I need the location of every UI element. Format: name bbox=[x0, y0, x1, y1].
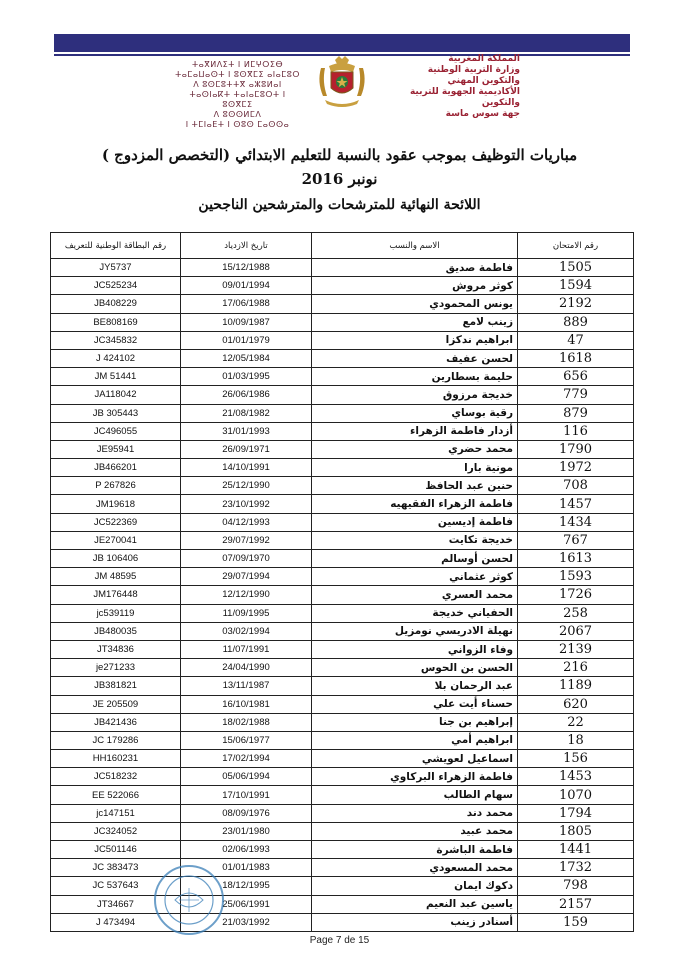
table-row bbox=[51, 640, 634, 658]
cell-national-id: BE808169 bbox=[51, 313, 181, 331]
ministry-line: جهة سوس ماسة bbox=[445, 109, 520, 119]
cell-birth-date: 09/01/1994 bbox=[181, 277, 312, 295]
cell-name: خديجة مرزوق bbox=[312, 386, 518, 404]
cell-exam-number: 779 bbox=[518, 386, 634, 404]
cell-birth-date: 01/01/1983 bbox=[181, 859, 312, 877]
cell-name: محمد عبيد bbox=[312, 822, 518, 840]
cell-name: فاطمة صديق bbox=[312, 259, 518, 277]
cell-name: رقية بوساي bbox=[312, 404, 518, 422]
table-row bbox=[51, 586, 634, 604]
cell-birth-date: 15/12/1988 bbox=[181, 259, 312, 277]
cell-national-id: JB466201 bbox=[51, 459, 181, 477]
table-row bbox=[51, 750, 634, 768]
table-row bbox=[51, 786, 634, 804]
cell-birth-date: 31/01/1993 bbox=[181, 422, 312, 440]
cell-exam-number: 1593 bbox=[518, 568, 634, 586]
cell-birth-date: 01/03/1995 bbox=[181, 368, 312, 386]
table-row bbox=[51, 422, 634, 440]
cell-national-id: JB480035 bbox=[51, 622, 181, 640]
cell-exam-number: 1972 bbox=[518, 459, 634, 477]
cell-name: حليمة بسطارين bbox=[312, 368, 518, 386]
results-table bbox=[50, 232, 634, 932]
cell-name: محمد دند bbox=[312, 804, 518, 822]
cell-exam-number: 1505 bbox=[518, 259, 634, 277]
tifinagh-line: ⴷ ⵓⵙⵙⵍⵎⴷ bbox=[213, 110, 262, 119]
table-row bbox=[51, 531, 634, 549]
cell-name: زينب لامع bbox=[312, 313, 518, 331]
cell-name: كوثر عثماني bbox=[312, 568, 518, 586]
cell-national-id: JM 51441 bbox=[51, 368, 181, 386]
cell-national-id: JE 205509 bbox=[51, 695, 181, 713]
cell-exam-number: 2157 bbox=[518, 895, 634, 913]
cell-exam-number: 216 bbox=[518, 659, 634, 677]
cell-birth-date: 29/07/1992 bbox=[181, 531, 312, 549]
cell-name: حسناء أيت علي bbox=[312, 695, 518, 713]
cell-birth-date: 13/11/1987 bbox=[181, 677, 312, 695]
cell-name: فاطمة إديسين bbox=[312, 513, 518, 531]
table-row bbox=[51, 259, 634, 277]
table-row bbox=[51, 459, 634, 477]
tifinagh-line: ⵜⴰⵙⵏⴰⴽⵜ ⵜⴰⵏⴰⵎⵓⵔⵜ ⵏ ⵓⵙⴳⵎⵉ bbox=[189, 90, 286, 109]
cell-national-id: jc539119 bbox=[51, 604, 181, 622]
cell-name: ابراهيم ندكزا bbox=[312, 331, 518, 349]
cell-name: أسنادر زينب bbox=[312, 913, 518, 931]
cell-birth-date: 12/05/1984 bbox=[181, 349, 312, 367]
cell-name: فاطمة الباشرة bbox=[312, 841, 518, 859]
cell-national-id: J 424102 bbox=[51, 349, 181, 367]
table-row bbox=[51, 313, 634, 331]
list-title: اللائحة النهائية للمترشحات والمترشحين الناجحين bbox=[198, 197, 481, 213]
ministry-line: وزارة التربية الوطنية bbox=[427, 65, 520, 75]
cell-exam-number: 47 bbox=[518, 331, 634, 349]
cell-exam-number: 1732 bbox=[518, 859, 634, 877]
ministry-line: والتكوين المهني bbox=[447, 76, 520, 86]
cell-birth-date: 18/02/1988 bbox=[181, 713, 312, 731]
table-row bbox=[51, 913, 634, 931]
cell-national-id: JY5737 bbox=[51, 259, 181, 277]
moroccan-coat-of-arms-icon bbox=[313, 52, 371, 112]
cell-exam-number: 2192 bbox=[518, 295, 634, 313]
cell-birth-date: 02/06/1993 bbox=[181, 841, 312, 859]
cell-birth-date: 24/04/1990 bbox=[181, 659, 312, 677]
table-row bbox=[51, 440, 634, 458]
cell-national-id: JB 305443 bbox=[51, 404, 181, 422]
table-row bbox=[51, 677, 634, 695]
cell-name: الحفياني خديجة bbox=[312, 604, 518, 622]
cell-name: أزدار فاطمة الزهراء bbox=[312, 422, 518, 440]
cell-birth-date: 16/10/1981 bbox=[181, 695, 312, 713]
cell-exam-number: 1070 bbox=[518, 786, 634, 804]
table-row bbox=[51, 277, 634, 295]
tifinagh-line: ⴷ ⵓⵙⵎⵓⵜⵜⴳ ⴰⵣⵓⵍⴰⵏ bbox=[193, 80, 282, 89]
cell-birth-date: 21/08/1982 bbox=[181, 404, 312, 422]
header-exam-number: رقم الامتحان bbox=[518, 233, 634, 259]
competition-date: نونبر 2016 bbox=[301, 170, 378, 188]
table-row bbox=[51, 768, 634, 786]
cell-birth-date: 23/01/1980 bbox=[181, 822, 312, 840]
cell-exam-number: 2139 bbox=[518, 640, 634, 658]
cell-birth-date: 15/06/1977 bbox=[181, 731, 312, 749]
cell-birth-date: 12/12/1990 bbox=[181, 586, 312, 604]
table-row bbox=[51, 477, 634, 495]
table-row bbox=[51, 513, 634, 531]
cell-exam-number: 1790 bbox=[518, 440, 634, 458]
cell-national-id: jc147151 bbox=[51, 804, 181, 822]
cell-birth-date: 10/09/1987 bbox=[181, 313, 312, 331]
cell-national-id: JM19618 bbox=[51, 495, 181, 513]
table-row bbox=[51, 877, 634, 895]
cell-national-id: je271233 bbox=[51, 659, 181, 677]
cell-name: إبراهيم بن جنا bbox=[312, 713, 518, 731]
table-row bbox=[51, 604, 634, 622]
table-row bbox=[51, 622, 634, 640]
table-row bbox=[51, 404, 634, 422]
cell-exam-number: 22 bbox=[518, 713, 634, 731]
cell-national-id: JM176448 bbox=[51, 586, 181, 604]
cell-national-id: EE 522066 bbox=[51, 786, 181, 804]
cell-name: لحسن أوسالم bbox=[312, 550, 518, 568]
cell-national-id: JB 106406 bbox=[51, 550, 181, 568]
cell-national-id: JC501146 bbox=[51, 841, 181, 859]
header-band bbox=[54, 34, 630, 52]
cell-birth-date: 23/10/1992 bbox=[181, 495, 312, 513]
cell-national-id: JC 537643 bbox=[51, 877, 181, 895]
cell-name: وفاء الزواني bbox=[312, 640, 518, 658]
cell-birth-date: 21/03/1992 bbox=[181, 913, 312, 931]
cell-birth-date: 17/02/1994 bbox=[181, 750, 312, 768]
cell-exam-number: 879 bbox=[518, 404, 634, 422]
cell-exam-number: 2067 bbox=[518, 622, 634, 640]
cell-national-id: P 267826 bbox=[51, 477, 181, 495]
cell-name: محمد حضري bbox=[312, 440, 518, 458]
cell-birth-date: 17/10/1991 bbox=[181, 786, 312, 804]
table-row bbox=[51, 841, 634, 859]
table-row bbox=[51, 713, 634, 731]
table-row bbox=[51, 731, 634, 749]
table-row bbox=[51, 495, 634, 513]
cell-national-id: JC 179286 bbox=[51, 731, 181, 749]
ministry-name-arabic bbox=[395, 54, 520, 120]
cell-exam-number: 1805 bbox=[518, 822, 634, 840]
cell-name: الحسن بن الحوس bbox=[312, 659, 518, 677]
cell-birth-date: 04/12/1993 bbox=[181, 513, 312, 531]
cell-exam-number: 798 bbox=[518, 877, 634, 895]
cell-national-id: JB421436 bbox=[51, 713, 181, 731]
cell-exam-number: 656 bbox=[518, 368, 634, 386]
header-birth-date: تاريخ الازدياد bbox=[181, 233, 312, 259]
cell-exam-number: 1794 bbox=[518, 804, 634, 822]
table-row bbox=[51, 822, 634, 840]
cell-national-id: JB408229 bbox=[51, 295, 181, 313]
tifinagh-line: ⵜⴰⵎⴰⵡⴰⵙⵜ ⵏ ⵓⵙⴳⵎⵉ ⴰⵏⴰⵎⵓⵔ bbox=[175, 70, 300, 79]
cell-exam-number: 708 bbox=[518, 477, 634, 495]
cell-national-id: JA118042 bbox=[51, 386, 181, 404]
table-row bbox=[51, 895, 634, 913]
cell-exam-number: 156 bbox=[518, 750, 634, 768]
cell-national-id: JC518232 bbox=[51, 768, 181, 786]
cell-birth-date: 14/10/1991 bbox=[181, 459, 312, 477]
cell-national-id: JM 48595 bbox=[51, 568, 181, 586]
cell-exam-number: 1457 bbox=[518, 495, 634, 513]
cell-birth-date: 18/12/1995 bbox=[181, 877, 312, 895]
cell-name: فاطمة الزهراء الفقيهيه bbox=[312, 495, 518, 513]
cell-exam-number: 159 bbox=[518, 913, 634, 931]
cell-birth-date: 03/02/1994 bbox=[181, 622, 312, 640]
cell-national-id: JE95941 bbox=[51, 440, 181, 458]
header-name: الاسم والنسب bbox=[312, 233, 518, 259]
table-row bbox=[51, 568, 634, 586]
table-row bbox=[51, 550, 634, 568]
cell-national-id: JC324052 bbox=[51, 822, 181, 840]
cell-name: نهيلة الادريسي نومزيل bbox=[312, 622, 518, 640]
ministry-line: الأكاديمية الجهوية للتربية والتكوين bbox=[409, 87, 520, 108]
cell-name: اسماعيل لعويشي bbox=[312, 750, 518, 768]
cell-birth-date: 25/12/1990 bbox=[181, 477, 312, 495]
cell-name: دكوك ايمان bbox=[312, 877, 518, 895]
cell-name: خديجة تكايت bbox=[312, 531, 518, 549]
tifinagh-ministry-name bbox=[175, 60, 300, 130]
cell-national-id: JC496055 bbox=[51, 422, 181, 440]
ministry-line: المملكة المغربية bbox=[448, 54, 520, 64]
official-stamp-icon bbox=[151, 862, 227, 938]
header-national-id: رقم البطاقة الوطنية للتعريف bbox=[51, 233, 181, 259]
table-row bbox=[51, 859, 634, 877]
cell-national-id: J 473494 bbox=[51, 913, 181, 931]
cell-national-id: JC522369 bbox=[51, 513, 181, 531]
cell-name: ياسين عبد النعيم bbox=[312, 895, 518, 913]
cell-national-id: JT34667 bbox=[51, 895, 181, 913]
cell-name: سهام الطالب bbox=[312, 786, 518, 804]
cell-national-id: JE270041 bbox=[51, 531, 181, 549]
cell-birth-date: 29/07/1994 bbox=[181, 568, 312, 586]
cell-birth-date: 05/06/1994 bbox=[181, 768, 312, 786]
cell-national-id: JC525234 bbox=[51, 277, 181, 295]
cell-birth-date: 26/06/1986 bbox=[181, 386, 312, 404]
cell-exam-number: 1434 bbox=[518, 513, 634, 531]
page-number: Page 7 de 15 bbox=[309, 935, 370, 946]
tifinagh-line: ⵏ ⵜⵎⵏⴰⴹⵜ ⵏ ⵙⵓⵙ ⵎⴰⵙⵙⴰ bbox=[185, 120, 290, 129]
cell-name: كوثر مروش bbox=[312, 277, 518, 295]
table-row bbox=[51, 804, 634, 822]
table-row bbox=[51, 349, 634, 367]
table-header-row bbox=[51, 233, 634, 259]
competition-title: مباريات التوظيف بموجب عقود بالنسبة للتعليم الابتدائي (التخصص المزدوج ) bbox=[101, 146, 578, 164]
cell-name: عبد الرحمان بلا bbox=[312, 677, 518, 695]
table-row bbox=[51, 368, 634, 386]
cell-exam-number: 1453 bbox=[518, 768, 634, 786]
cell-exam-number: 1618 bbox=[518, 349, 634, 367]
cell-national-id: JT34836 bbox=[51, 640, 181, 658]
cell-exam-number: 767 bbox=[518, 531, 634, 549]
cell-exam-number: 1441 bbox=[518, 841, 634, 859]
cell-national-id: HH160231 bbox=[51, 750, 181, 768]
cell-exam-number: 18 bbox=[518, 731, 634, 749]
cell-birth-date: 25/06/1991 bbox=[181, 895, 312, 913]
cell-birth-date: 01/01/1979 bbox=[181, 331, 312, 349]
table-row bbox=[51, 295, 634, 313]
cell-birth-date: 11/07/1991 bbox=[181, 640, 312, 658]
cell-name: يونس المحمودي bbox=[312, 295, 518, 313]
cell-national-id: JB381821 bbox=[51, 677, 181, 695]
table-row bbox=[51, 386, 634, 404]
cell-exam-number: 1594 bbox=[518, 277, 634, 295]
cell-name: محمد المسعودي bbox=[312, 859, 518, 877]
cell-exam-number: 258 bbox=[518, 604, 634, 622]
cell-name: مونية بارا bbox=[312, 459, 518, 477]
cell-birth-date: 26/09/1971 bbox=[181, 440, 312, 458]
table-row bbox=[51, 331, 634, 349]
table-row bbox=[51, 659, 634, 677]
cell-birth-date: 08/09/1976 bbox=[181, 804, 312, 822]
cell-birth-date: 17/06/1988 bbox=[181, 295, 312, 313]
cell-national-id: JC 383473 bbox=[51, 859, 181, 877]
table-row bbox=[51, 695, 634, 713]
cell-name: محمد العسري bbox=[312, 586, 518, 604]
cell-national-id: JC345832 bbox=[51, 331, 181, 349]
cell-exam-number: 620 bbox=[518, 695, 634, 713]
cell-exam-number: 1726 bbox=[518, 586, 634, 604]
cell-exam-number: 1613 bbox=[518, 550, 634, 568]
cell-name: لحسن عفيف bbox=[312, 349, 518, 367]
cell-name: فاطمة الزهراء البركاوي bbox=[312, 768, 518, 786]
tifinagh-line: ⵜⴰⴳⵍⴷⵉⵜ ⵏ ⵍⵎⵖⵔⵉⴱ bbox=[191, 60, 284, 69]
cell-exam-number: 116 bbox=[518, 422, 634, 440]
cell-birth-date: 07/09/1970 bbox=[181, 550, 312, 568]
cell-name: ابراهيم أمي bbox=[312, 731, 518, 749]
cell-name: حنين عبد الحافظ bbox=[312, 477, 518, 495]
cell-birth-date: 11/09/1995 bbox=[181, 604, 312, 622]
cell-exam-number: 1189 bbox=[518, 677, 634, 695]
cell-exam-number: 889 bbox=[518, 313, 634, 331]
